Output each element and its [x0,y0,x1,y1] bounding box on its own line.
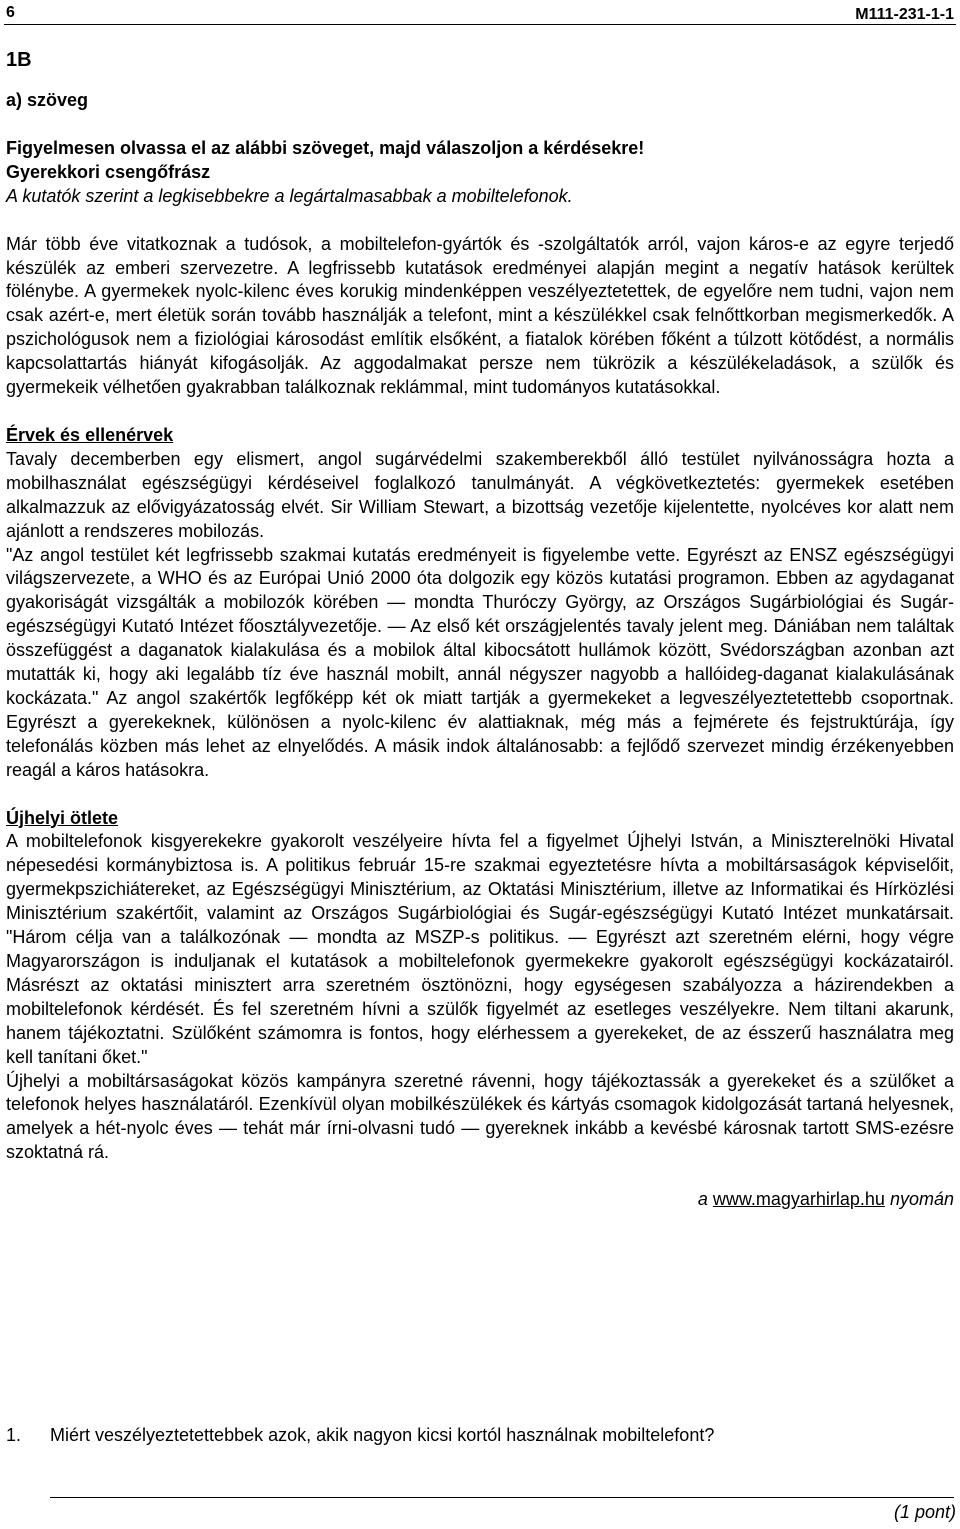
page-header [4,0,956,25]
section2-paragraph-1: A mobiltelefonok kisgyerekekre gyakorolt veszélyeire hívta fel a figyelmet Újhelyi István, a Miniszterelnöki Hivatal népesedési kormánybiztosa is. A politikus február 15-re szakmai egyeztetésre hívta a mobiltársaságok képviselőit, gyermekpszichiátereket, az Egészségügyi Minisztérium, az Oktatási Minisztérium, illetve az Informatikai és Hírközlési Minisztérium szakértőit, valamint az Országos Sugárbiológiai és Sugár-egészségügyi Kutató Intézet munkatársait. "Három célja van a találkozónak — mondta az MSZP-s politikus. — Egyrészt azt szeretném elérni, hogy végre Magyarországon is induljanak el kutatások a mobiltelefonok gyermekekre gyakorolt egészségügyi kockázatairól. Másrészt az oktatási minisztert arra szeretném ösztönözni, hogy egységesen szabályozza a házirendekben a mobiltelefonok kérdését. És fel szeretném hívni a szülők figyelmét az esetleges veszélyekre. Nem tiltani akarunk, hanem tájékoztatni. Szülőként számomra is fontos, hogy elérhessem a gyerekeket, de az ésszerű használatra meg kell tanítani őket." [6,831,954,1067]
source-prefix: a [697,1189,708,1210]
answer-line[interactable] [50,1497,954,1498]
source-suffix: nyomán [889,1189,954,1210]
exam-code: M111-231-1-1 [855,6,954,23]
source-link[interactable]: www.magyarhirlap.hu [712,1189,885,1210]
article-subtitle: A kutatók szerint a legkisebbekre a legártalmasabbak a mobiltelefonok. [6,185,573,206]
question-1 [6,1425,954,1446]
question-text: Miért veszélyeztetettebbek azok, akik nagyon kicsi kortól használnak mobiltelefont? [50,1425,715,1445]
source-attribution [6,1188,954,1212]
section-heading-ujhelyi: Újhelyi ötlete [6,807,119,828]
subtask-label: a) szöveg [6,90,89,110]
section1-paragraph-1: Tavaly decemberben egy elismert, angol sugárvédelmi szakemberekből álló testület nyilvánosságra hozta a mobilhasználat egészségügyi kérdéseivel foglalkozó tanulmányát. A végkövetkeztetés: gyermekek esetében alkalmazzuk az elővigyázatosság elvét. Sir William Stewart, a bizottság vezetője kijelentette, nyolcéves kor alatt nem ajánlott a rendszeres mobilozás. [6,448,954,541]
question-number: 1. [6,1425,22,1445]
task-id: 1B [6,49,32,71]
section1-paragraph-2: "Az angol testület két legfrissebb szakmai kutatás eredményeit is figyelembe vette. Egyrészt az ENSZ egészségügyi világszervezete, a WHO és az Európai Unió 2000 óta dolgozik egy közös kutatási programon. Ebben az agydaganat gyakoriságát vizsgálták a mobilozók körében — mondta Thuróczy György, az Országos Sugárbiológiai és Sugár-egészségügyi Kutató Intézet főosztályvezetője. — Az első két országjelentés tavaly jelent meg. Dániában nem találtak összefüggést a daganatok kialakulása és a mobilok által kibocsátott hullámok között, Svédországban azonban azt mutatták ki, hogy aki legalább tíz éve használ mobilt, annál négyszer nagyobb a hallóideg-daganat kialakulásának kockázata." Az angol szakértők legfőképp két ok miatt tartják a gyermekeket a legveszélyeztetettebb csoportnak. Egyrészt a gyerekeknek, különösen a nyolc-kilenc év alattiaknak, még más a fejmérete és fejstruktúrája, így telefonálás közben más lehet az elnyelődés. A másik indok általánosabb: a fejlődő szervezet mindig érzékenyebben reagál a káros hatásokra. [6,544,954,780]
section2-paragraph-2: Újhelyi a mobiltársaságokat közös kampányra szeretné rávenni, hogy tájékoztassák a gyerekeket és a szülőket a telefonok helyes használatáról. Ezenkívül olyan mobilkészülékek és kártyás csomagok kidolgozását tartaná helyesnek, amelyek a hét-nyolc éves — tehát már írni-olvasni tudó — gyereknek inkább a kevésbé károsnak tartott SMS-ezésre szoktatná rá. [6,1070,954,1163]
section-heading-ervek: Érvek és ellenérvek [6,424,174,445]
article-intro-paragraph: Már több éve vitatkoznak a tudósok, a mobiltelefon-gyártók és -szolgáltatók arról, vajon káros-e az egyre terjedő készülék az emberi szervezetre. A legfrissebb kutatások eredményei alapján megint a negatív hatások kerültek fölénybe. A gyermekek nyolc-kilenc éves korukig mindenképpen veszélyeztetettek, de egyelőre nem tudni, vajon nem csak azért-e, mert életük során tovább használják a telefont, mint a készülékkel csak felnőttkorban megismerkedők. A pszichológusok nem a fiziológiai károsodást említik elsőként, a fiatalok körében főként a túlzott kötődést, a normális kapcsolattartás hiányát kifogásolják. Az aggodalmakat persze nem tükrözik a készülékeladások, a szülők és gyermekeik vélhetően gyakrabban találkoznak reklámmal, mint tudományos kutatásokkal. [6,233,954,398]
instruction: Figyelmesen olvassa el az alábbi szöveget, majd válaszoljon a kérdésekre! [6,137,645,158]
page-number: 6 [6,4,15,21]
points-label: (1 pont) [893,1502,956,1522]
article-title: Gyerekkori csengőfrász [6,161,211,182]
document-body [6,48,954,1212]
